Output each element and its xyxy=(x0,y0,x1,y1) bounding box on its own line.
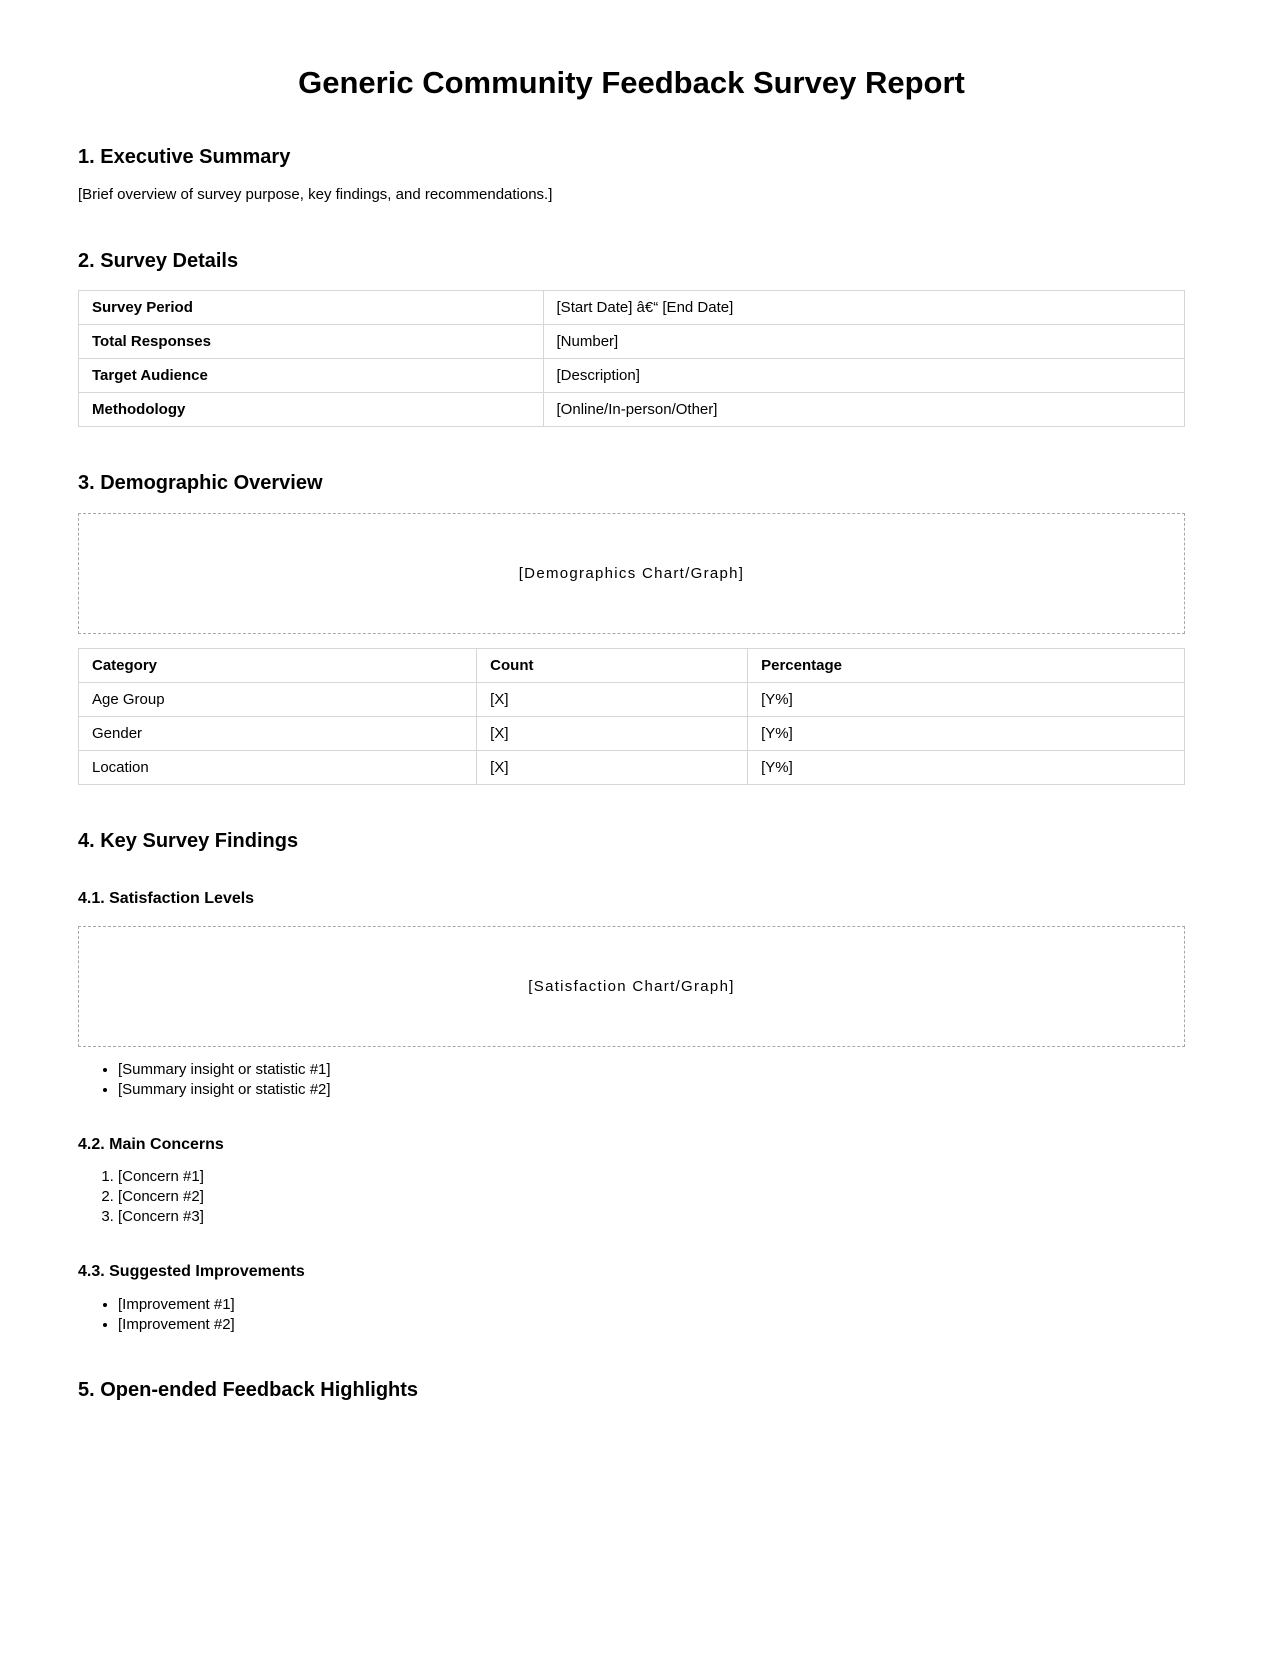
main-concerns-heading: 4.2. Main Concerns xyxy=(78,1136,224,1154)
placeholder-label: [Satisfaction Chart/Graph] xyxy=(528,978,735,996)
category-cell: Gender xyxy=(79,716,477,750)
demographic-overview-heading: 3. Demographic Overview xyxy=(78,471,323,494)
percentage-cell: [Y%] xyxy=(748,716,1185,750)
category-cell: Location xyxy=(79,750,477,784)
executive-summary-heading: 1. Executive Summary xyxy=(78,146,291,169)
count-cell: [X] xyxy=(477,682,748,716)
page-title: Generic Community Feedback Survey Report xyxy=(298,65,965,100)
list-item: 2. [Concern #2] xyxy=(118,1188,1185,1206)
table-header-row xyxy=(79,648,1185,682)
row-value: [Number] xyxy=(543,324,1184,358)
percentage-cell: [Y%] xyxy=(748,750,1185,784)
column-header: Percentage xyxy=(748,648,1185,682)
survey-details-heading: 2. Survey Details xyxy=(78,249,239,272)
row-label: Methodology xyxy=(79,392,544,426)
percentage-cell: [Y%] xyxy=(748,682,1185,716)
row-value: [Description] xyxy=(543,358,1184,392)
satisfaction-chart-placeholder xyxy=(78,926,1185,1047)
suggested-improvements-heading: 4.3. Suggested Improvements xyxy=(78,1263,305,1281)
row-value: [Start Date] â€“ [End Date] xyxy=(543,290,1184,324)
row-label: Target Audience xyxy=(79,358,544,392)
table-row xyxy=(79,324,1185,358)
count-cell: [X] xyxy=(477,750,748,784)
list-item: • [Improvement #2] xyxy=(118,1316,1185,1334)
column-header: Count xyxy=(477,648,748,682)
suggested-improvements-list xyxy=(78,1296,1185,1334)
count-cell: [X] xyxy=(477,716,748,750)
satisfaction-levels-heading: 4.1. Satisfaction Levels xyxy=(78,889,255,907)
table-row xyxy=(79,716,1185,750)
main-concerns-list xyxy=(78,1168,1185,1226)
row-label: Total Responses xyxy=(79,324,544,358)
column-header: Category xyxy=(79,648,477,682)
list-item: • [Summary insight or statistic #1] xyxy=(118,1061,1185,1079)
row-label: Survey Period xyxy=(79,290,544,324)
satisfaction-insights-list xyxy=(78,1061,1185,1099)
table-row xyxy=(79,750,1185,784)
table-row xyxy=(79,682,1185,716)
placeholder-label: [Demographics Chart/Graph] xyxy=(518,564,745,582)
list-item: 1. [Concern #1] xyxy=(118,1168,1185,1186)
table-row xyxy=(79,358,1185,392)
demographics-chart-placeholder xyxy=(78,513,1185,634)
table-row xyxy=(79,392,1185,426)
key-findings-heading: 4. Key Survey Findings xyxy=(78,829,299,852)
table-row xyxy=(79,290,1185,324)
executive-summary-text: [Brief overview of survey purpose, key findings, and recommendations.] xyxy=(78,186,553,204)
row-value: [Online/In-person/Other] xyxy=(543,392,1184,426)
list-item: • [Improvement #1] xyxy=(118,1296,1185,1314)
list-item: • [Summary insight or statistic #2] xyxy=(118,1081,1185,1099)
open-ended-feedback-heading: 5. Open-ended Feedback Highlights xyxy=(78,1378,419,1401)
list-item: 3. [Concern #3] xyxy=(118,1208,1185,1226)
demographics-table xyxy=(78,648,1185,785)
category-cell: Age Group xyxy=(79,682,477,716)
survey-details-table xyxy=(78,290,1185,427)
